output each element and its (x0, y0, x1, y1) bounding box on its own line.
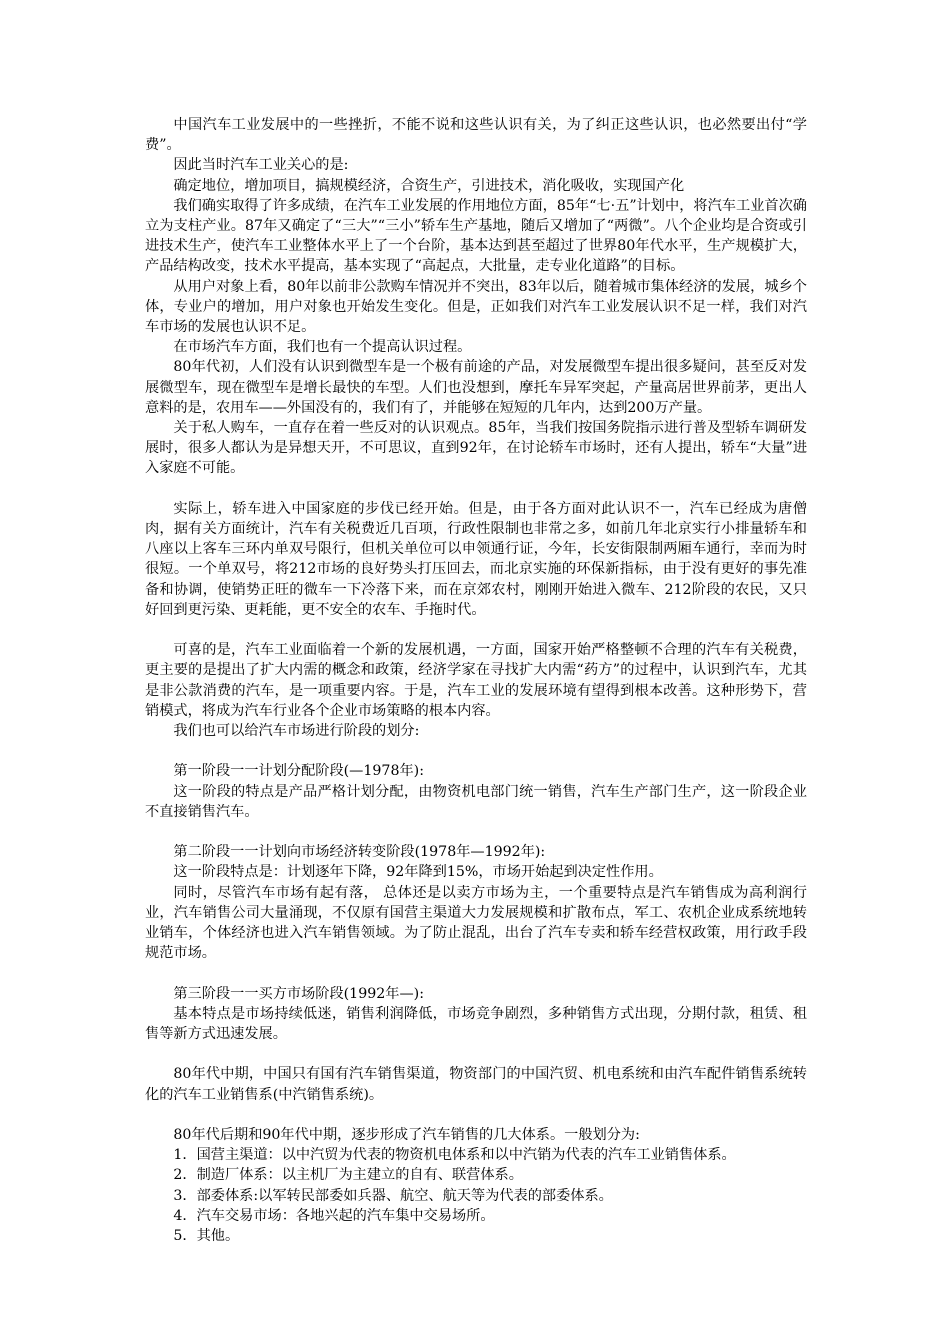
paragraph: 在市场汽车方面，我们也有一个提高认识过程。 (173, 339, 472, 356)
section-heading: 第一阶段一一计划分配阶段(—1978年): (173, 763, 424, 780)
paragraph: 80年代后期和90年代中期，逐步形成了汽车销售的几大体系。一般划分为: (173, 1127, 640, 1144)
blank-line (145, 1105, 807, 1125)
paragraph: 我们也可以给汽车市场进行阶段的划分: (173, 723, 420, 740)
section-heading: 第三阶段一一买方市场阶段(1992年—): (173, 985, 424, 1002)
blank-line (145, 741, 807, 761)
document-body (145, 115, 807, 1246)
paragraph: 实际上，轿车进入中国家庭的步伐已经开始。但是，由于各方面对此认识不一，汽车已经成为唐僧肉，据有关方面统计，汽车有关税费近几百项，行政性限制也非常之多，如前几年北京实行小排量轿车和八座以上客车三环内单双号限行，但机关单位可以申领通行证，今年，长安街限制两厢车通行，幸而为时很短。一个单双号，将212市场的良好势头打压回去，而北京实施的环保新指标，由于没有更好的事先准备和协调，使销势正旺的微车一下冷落下来，而在京郊农村，刚刚开始进入微车、212阶段的农民，又只好回到更污染、更耗能，更不安全的农车、手拖时代。 (145, 500, 807, 618)
paragraph: 这一阶段的特点是产品严格计划分配，由物资机电部门统一销售，汽车生产部门生产，这一阶段企业不直接销售汽车。 (145, 783, 807, 820)
paragraph: 我们确实取得了许多成绩，在汽车工业发展的作用地位方面，85年“七·五”计划中，将汽车工业首次确立为支柱产业。87年又确定了“三大”“三小”轿车生产基地，随后又增加了“两微”。八个企业均是合资或引进技术生产，使汽车工业整体水平上了一个台阶，基本达到甚至超过了世界80年代水平，生产规模扩大，产品结构改变，技术水平提高，基本实现了“高起点，大批量，走专业化道路”的目标。 (145, 197, 807, 275)
paragraph: 从用户对象上看，80年以前非公款购车情况并不突出，83年以后，随着城市集体经济的发展，城乡个体，专业户的增加，用户对象也开始发生变化。但是，正如我们对汽车工业发展认识不足一样，我们对汽车市场的发展也认识不足。 (145, 278, 807, 336)
section-heading: 第二阶段一一计划向市场经济转变阶段(1978年—1992年): (173, 844, 546, 861)
paragraph: 这一阶段特点是：计划逐年下降，92年降到15%，市场开始起到决定性作用。 (173, 864, 663, 881)
list-item: 2．制造厂体系：以主机厂为主建立的自有、联营体系。 (173, 1167, 523, 1184)
blank-line (145, 963, 807, 983)
blank-line (145, 479, 807, 499)
paragraph: 80年代初，人们没有认识到微型车是一个极有前途的产品，对发展微型车提出很多疑问，甚至反对发展微型车，现在微型车是增长最快的车型。人们也没想到，摩托车异军突起，产量高居世界前茅，更出人意料的是，农用车——外国没有的，我们有了，并能够在短短的几年内，达到200万产量。 (145, 359, 807, 416)
blank-line (145, 1044, 807, 1064)
list-item: 3．部委体系:以军转民部委如兵器、航空、航天等为代表的部委体系。 (173, 1187, 613, 1204)
blank-line (145, 620, 807, 640)
paragraph: 同时，尽管汽车市场有起有落， 总体还是以卖方市场为主，一个重要特点是汽车销售成为高利润行业，汽车销售公司大量涌现，不仅原有国营主渠道大力发展规模和扩散布点，军工、农机企业成系统地转业销车，个体经济也进入汽车销售领域。为了防止混乱，出台了汽车专卖和轿车经营权政策，用行政手段规范市场。 (145, 884, 807, 962)
paragraph: 基本特点是市场持续低迷，销售利润降低，市场竞争剧烈，多种销售方式出现，分期付款，租赁、租售等新方式迅速发展。 (145, 1005, 807, 1043)
paragraph: 可喜的是，汽车工业面临着一个新的发展机遇，一方面，国家开始严格整顿不合理的汽车有关税费，更主要的是提出了扩大内需的概念和政策，经济学家在寻找扩大内需“药方”的过程中，认识到汽车，尤其是非公款消费的汽车，是一项重要内容。于是，汽车工业的发展环境有望得到根本改善。这种形势下，营销模式，将成为汽车行业各个企业市场策略的根本内容。 (145, 642, 807, 719)
paragraph: 中国汽车工业发展中的一些挫折，不能不说和这些认识有关，为了纠正这些认识，也必然要出付“学费”。 (145, 117, 807, 154)
paragraph: 关于私人购车，一直存在着一些反对的认识观点。85年，当我们按国务院指示进行普及型轿车调研发展时，很多人都认为是异想天开，不可思议，直到92年，在讨论轿车市场时，还有人提出，轿车“大量”进入家庭不可能。 (145, 420, 808, 477)
paragraph: 因此当时汽车工业关心的是: (173, 157, 349, 174)
list-item: 5．其他。 (173, 1228, 240, 1245)
blank-line (145, 822, 807, 842)
paragraph: 80年代中期，中国只有国有汽车销售渠道，物资部门的中国汽贸、机电系统和由汽车配件销售系统转化的汽车工业销售系(中汽销售系统)。 (145, 1066, 807, 1103)
paragraph: 确定地位，增加项目，搞规模经济，合资生产，引进技术，消化吸收，实现国产化 (173, 177, 685, 194)
list-item: 4．汽车交易市场：各地兴起的汽车集中交易场所。 (173, 1207, 495, 1224)
list-item: 1．国营主渠道：以中汽贸为代表的物资机电体系和以中汽销为代表的汽车工业销售体系。 (173, 1147, 736, 1164)
